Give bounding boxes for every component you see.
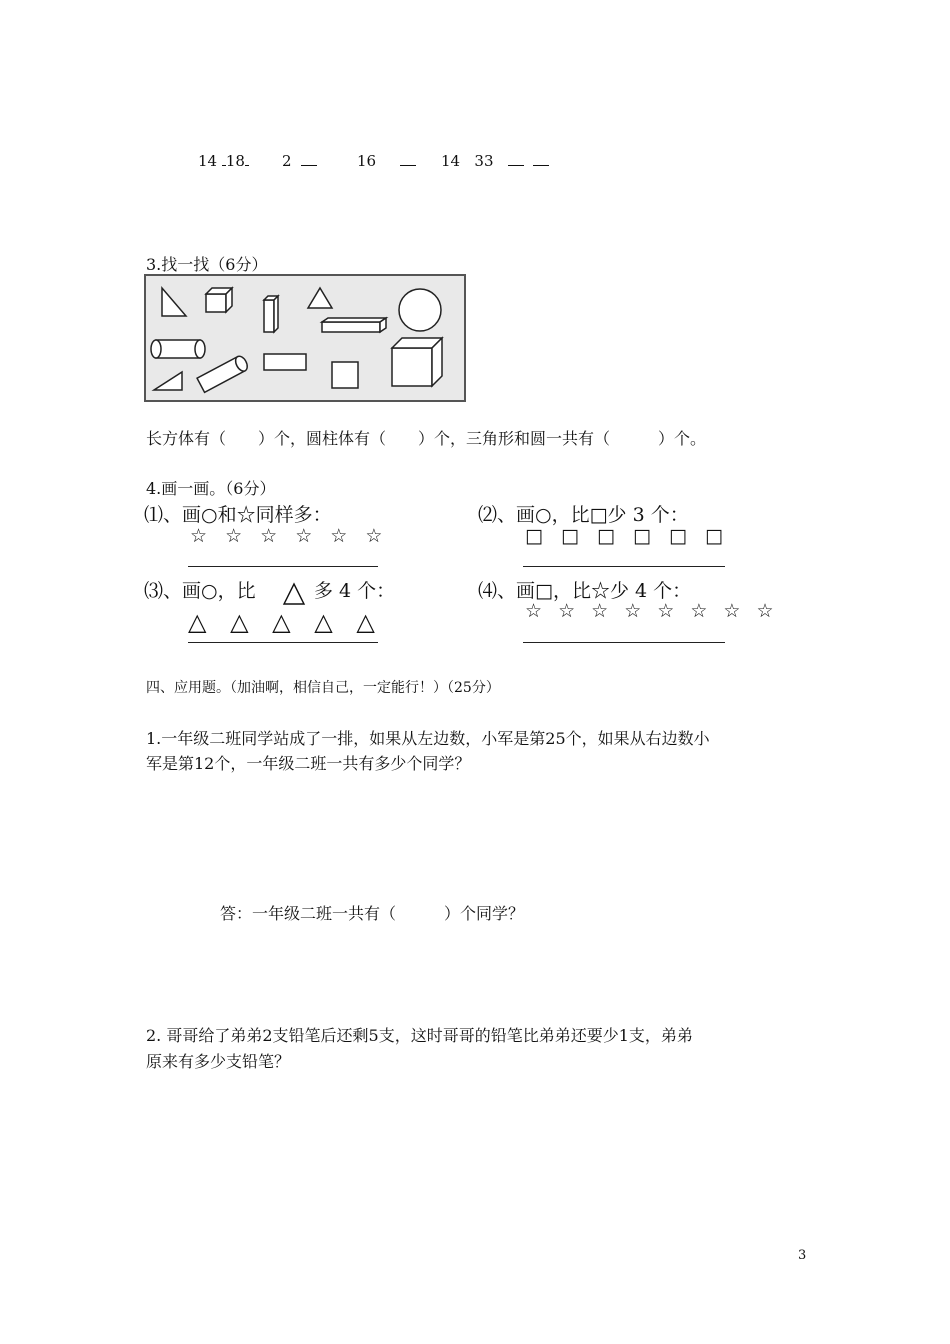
q4-part1-answer-line[interactable] (188, 566, 378, 567)
seq-blank-5[interactable] (508, 165, 524, 166)
seq-blank-2[interactable] (245, 165, 249, 166)
q4-part3-triangles: △ △ △ △ △ (188, 608, 383, 636)
q4-part4-answer-line[interactable] (523, 642, 725, 643)
seq-blank-6[interactable] (533, 165, 549, 166)
seq-item-3-wrap (282, 152, 317, 170)
shapes-illustration (146, 276, 464, 400)
sequence-line (198, 152, 249, 170)
q4-part2-label: ⑵、画○，比□少 3 个： (478, 504, 689, 526)
q4-part4-label: ⑷、画□，比☆少 4 个： (478, 580, 692, 602)
seq-item-6: 33 (474, 152, 494, 170)
q4-part4-stars: ☆ ☆ ☆ ☆ ☆ ☆ ☆ ☆ (525, 600, 779, 622)
rectangle-shape (264, 354, 306, 370)
seq-item-3: 2 (282, 152, 292, 170)
cube-shape-1 (206, 294, 226, 312)
triangle-shape-2 (308, 288, 332, 308)
q4-part1-stars: ☆ ☆ ☆ ☆ ☆ ☆ (190, 525, 389, 547)
app1-line2: 军是第12个，一年级二班一共有多少个同学？ (146, 754, 471, 773)
triangle-shape-1 (162, 288, 186, 316)
cube-shape-2 (392, 348, 432, 386)
q3-question: 长方体有（ ）个，圆柱体有（ ）个，三角形和圆一共有（ ）个。 (146, 429, 707, 448)
seq-blank-3[interactable] (301, 165, 317, 166)
seq-item-5-wrap (441, 152, 549, 170)
q4-part3-label-end: 多 4 个： (314, 580, 396, 602)
seq-item-4-wrap (357, 152, 416, 170)
app2-line1: 2. 哥哥给了弟弟2支铅笔后还剩5支，这时哥哥的铅笔比弟弟还要少1支，弟弟 (146, 1026, 693, 1045)
app2-line2: 原来有多少支铅笔？ (146, 1052, 291, 1071)
shapes-figure (144, 274, 466, 402)
app1-answer: 答：一年级二班一共有（ ）个同学？ (220, 904, 525, 923)
q3-title: 3.找一找（6分） (146, 255, 268, 274)
q4-part2-squares: □ □ □ □ □ □ (525, 525, 729, 547)
cuboid-shape-2 (322, 322, 380, 332)
section4-title: 四、应用题。（加油啊，相信自己，一定能行！）（25分） (146, 680, 500, 696)
app1-line1: 1.一年级二班同学站成了一排，如果从左边数，小军是第25个，如果从右边数小 (146, 729, 710, 748)
seq-item-5: 14 (441, 152, 461, 170)
square-shape (332, 362, 358, 388)
q4-part3-label-start: ⑶、画○，比 (144, 580, 256, 602)
q4-part2-answer-line[interactable] (523, 566, 725, 567)
triangle-shape-3 (154, 372, 182, 390)
q4-title: 4.画一画。（6分） (146, 479, 276, 498)
cylinder-shape-2 (197, 354, 250, 392)
triangle-icon (282, 582, 306, 606)
seq-item-4: 16 (357, 152, 377, 170)
seq-blank-4[interactable] (400, 165, 416, 166)
seq-item-2: 18 (225, 152, 245, 170)
seq-item-1: 14 (198, 152, 218, 170)
cuboid-shape-1 (264, 300, 274, 332)
cylinder-shape-1 (156, 340, 200, 358)
q4-part1-label: ⑴、画○和☆同样多： (144, 504, 332, 526)
q4-part3-answer-line[interactable] (188, 642, 378, 643)
circle-shape (399, 289, 441, 331)
page-number: 3 (798, 1248, 807, 1263)
